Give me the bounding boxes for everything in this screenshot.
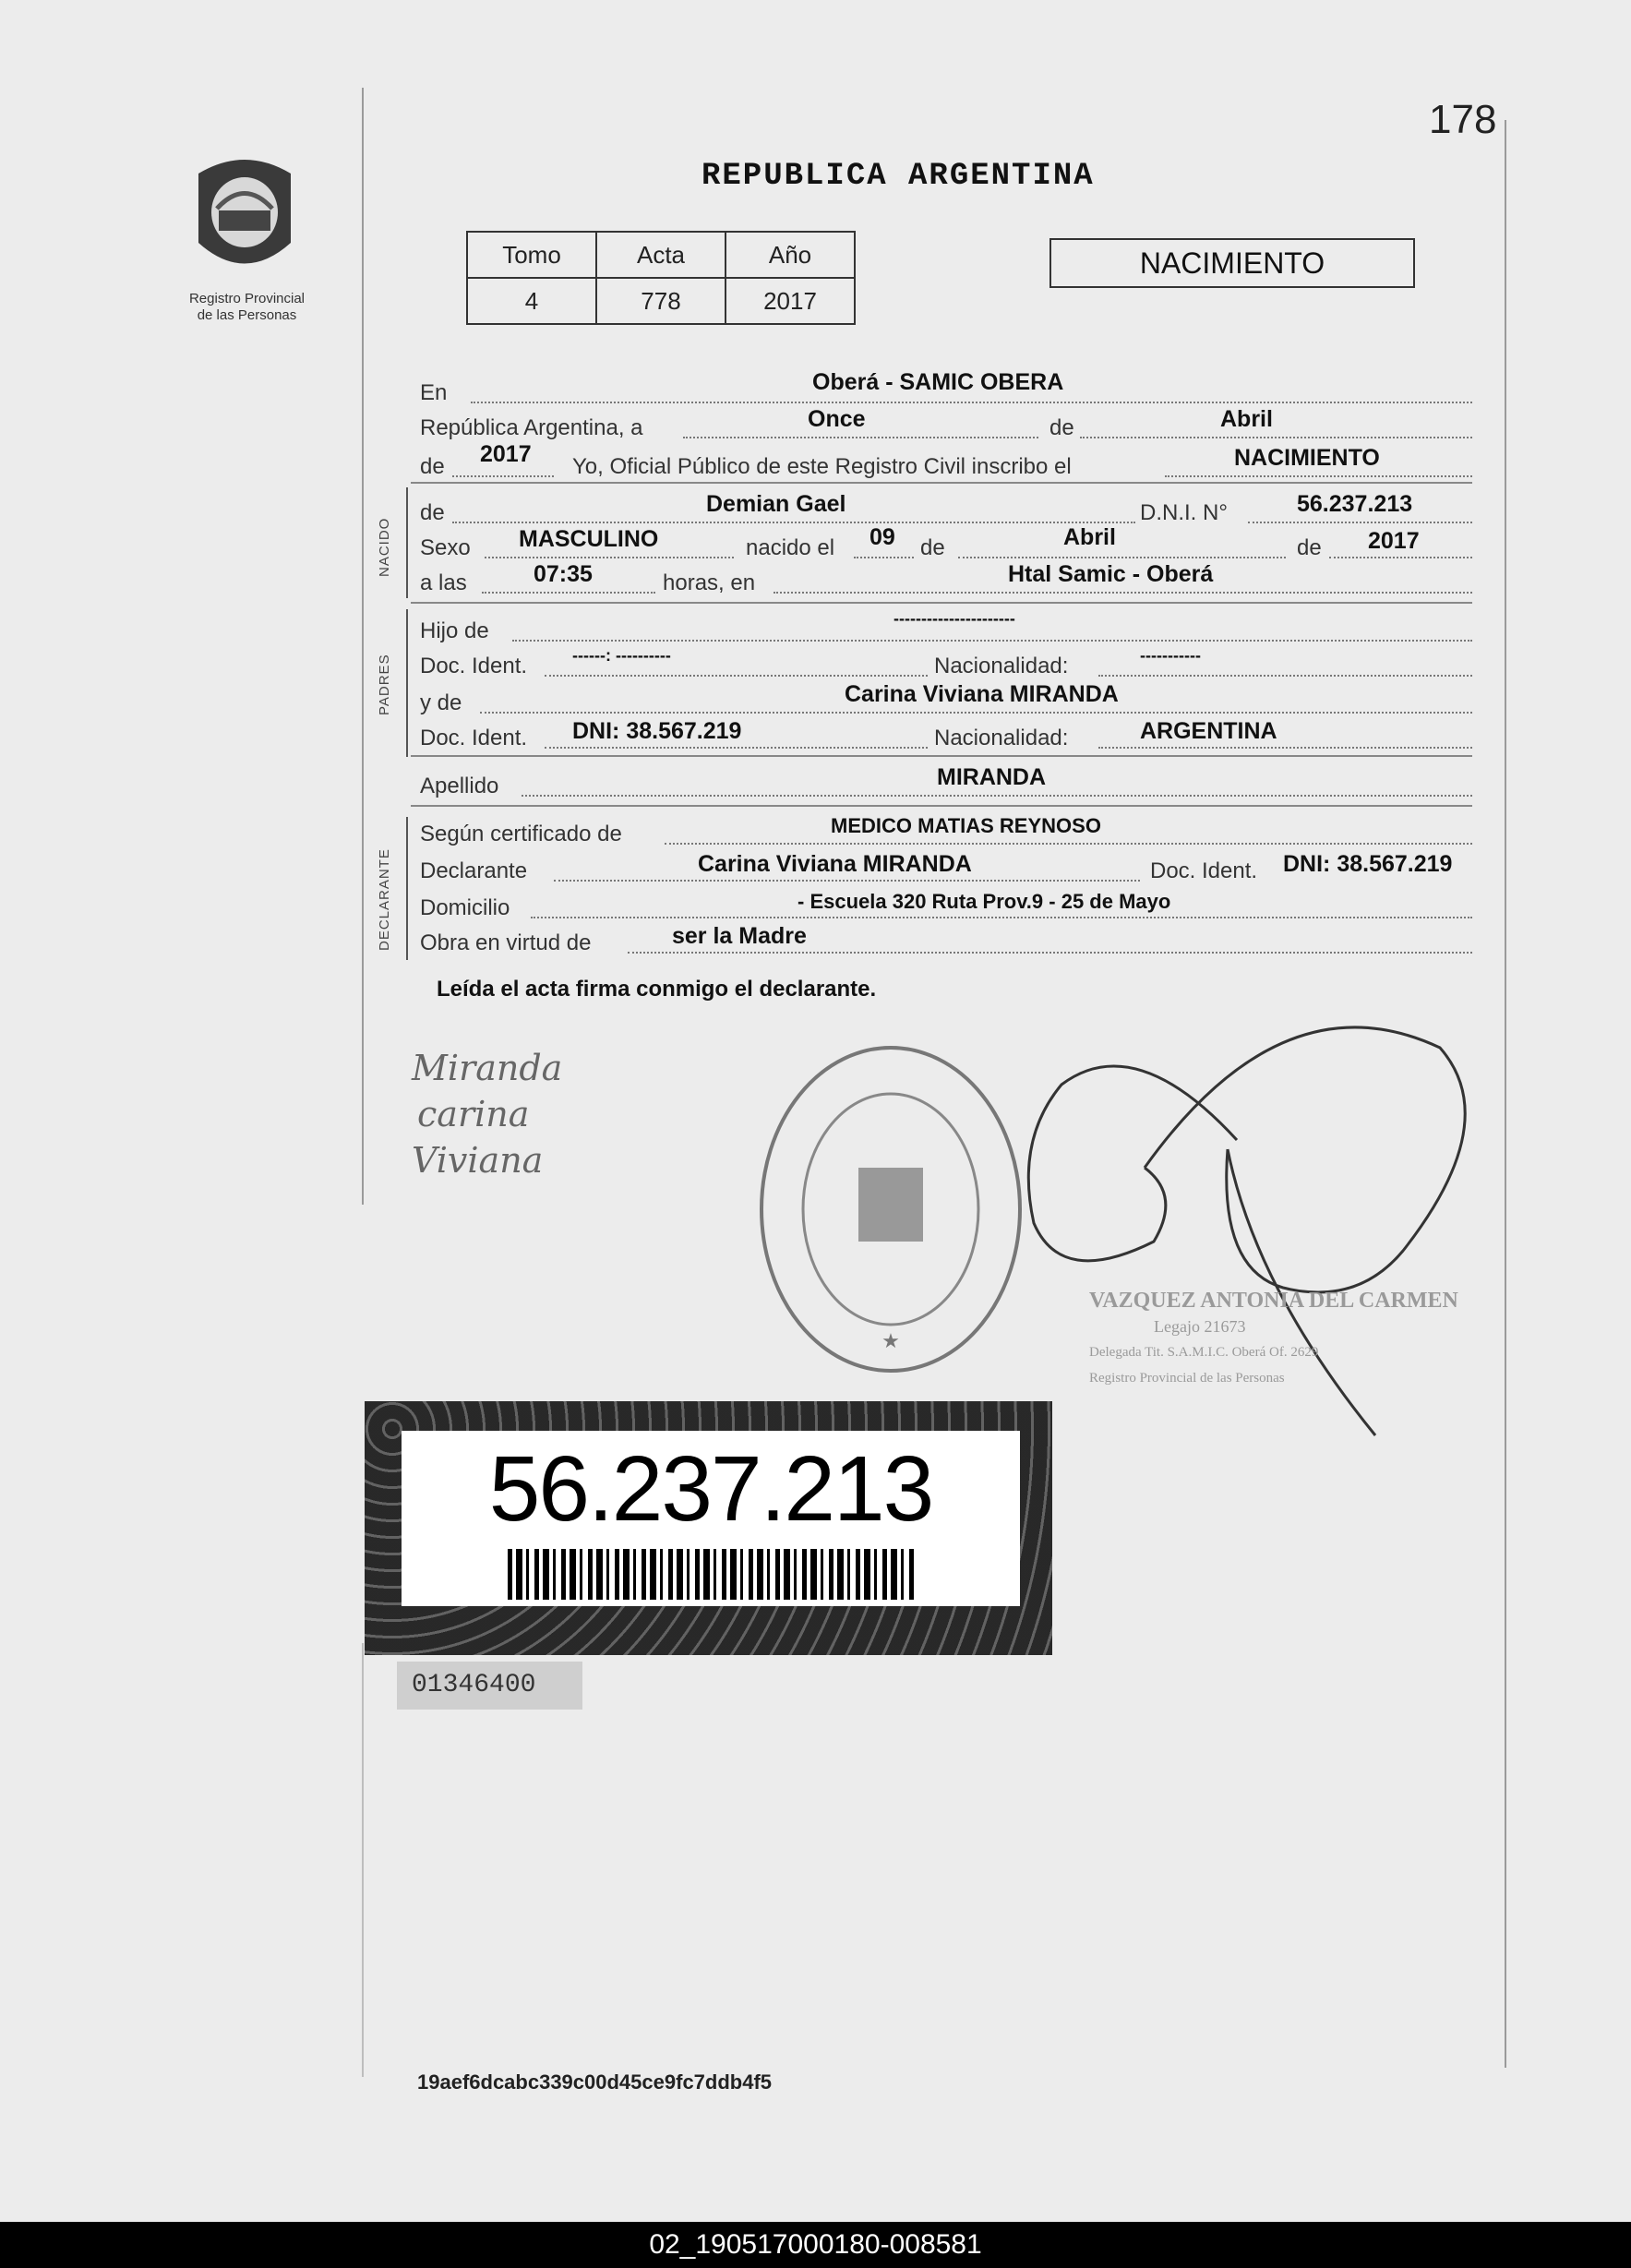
right-margin-line [1505, 120, 1506, 2068]
madre-doc-value: DNI: 38.567.219 [572, 718, 742, 744]
dotted-line [452, 522, 1135, 523]
tomo-acta-anio-table [466, 231, 856, 325]
dotted-line [958, 557, 1286, 558]
dotted-line [1329, 557, 1472, 558]
horas-en-label: horas, en [663, 570, 756, 595]
anio-inscripcion-value: 2017 [480, 441, 532, 467]
handwritten-signature-line1: Miranda [412, 1048, 563, 1088]
divider [411, 755, 1472, 757]
nacido-el-label: nacido el [746, 535, 835, 560]
dotted-line [854, 557, 914, 558]
certificado-value: MEDICO MATIAS REYNOSO [831, 814, 1101, 837]
nac1-label: Nacionalidad: [934, 654, 1069, 678]
divider [411, 482, 1472, 484]
domicilio-label: Domicilio [420, 895, 510, 920]
nac-de-label: de [920, 535, 945, 560]
section-bracket [406, 609, 408, 757]
dotted-line [452, 475, 554, 477]
document-title: REPUBLICA ARGENTINA [702, 159, 1095, 194]
dotted-line [554, 880, 1140, 882]
tomo-header: Tomo [467, 232, 596, 278]
left-margin-line [362, 88, 364, 1205]
padre-doc-value: ------: ---------- [572, 646, 671, 665]
dotted-line [482, 592, 655, 594]
registry-round-stamp [752, 1038, 1029, 1380]
declarante-section-label: DECLARANTE [377, 848, 392, 951]
dotted-line [1098, 675, 1472, 677]
official-title: Delegada Tit. S.A.M.I.C. Oberá Of. 2629 [1089, 1345, 1319, 1360]
decl-doc-label: Doc. Ident. [1150, 858, 1258, 883]
dotted-line [512, 640, 1472, 642]
dotted-line [545, 675, 928, 677]
official-legajo: Legajo 21673 [1154, 1317, 1246, 1336]
nacimiento-mes-value: Abril [1063, 524, 1116, 550]
sexo-label: Sexo [420, 535, 471, 560]
de-label: de [1049, 415, 1074, 440]
apellido-label: Apellido [420, 774, 499, 798]
dni-value: 56.237.213 [1297, 491, 1413, 517]
declarante-doc-value: DNI: 38.567.219 [1283, 851, 1453, 877]
en-label: En [420, 380, 448, 405]
logo-caption: Registro Provincial de las Personas [188, 291, 306, 323]
section-bracket [406, 817, 408, 960]
padres-section-label: PADRES [377, 654, 392, 715]
madre-nacionalidad-value: ARGENTINA [1140, 718, 1277, 744]
footer-id: 02_190517000180-008581 [0, 2222, 1631, 2268]
obra-value: ser la Madre [672, 923, 807, 949]
hijo-label: Hijo de [420, 618, 489, 643]
declarante-label: Declarante [420, 858, 528, 883]
barcode [508, 1549, 914, 1600]
official-name-stamp [1089, 1288, 1458, 1391]
hora-value: 07:35 [534, 561, 593, 587]
label-dni-number: 56.237.213 [488, 1437, 933, 1541]
tomo-value: 4 [467, 278, 596, 324]
cert-label: Según certificado de [420, 822, 622, 846]
dotted-line [628, 952, 1472, 954]
acta-header: Acta [596, 232, 726, 278]
svg-text:★: ★ [881, 1329, 900, 1352]
lugar-value: Htal Samic - Oberá [1008, 561, 1214, 587]
republica-label: República Argentina, a [420, 415, 643, 440]
dotted-line [531, 917, 1472, 918]
en-value: Oberá - SAMIC OBERA [812, 369, 1064, 395]
apellido-value: MIRANDA [937, 764, 1047, 790]
dotted-line [665, 843, 1472, 845]
yo-text: Yo, Oficial Público de este Registro Civil inscribo el [572, 454, 1072, 479]
dotted-line [471, 402, 1472, 403]
dotted-line [1098, 747, 1472, 749]
anio-value: 2017 [726, 278, 855, 324]
nombre-value: Demian Gael [706, 491, 846, 517]
serial-number: 01346400 [397, 1662, 582, 1710]
declarante-value: Carina Viviana MIRANDA [698, 851, 972, 877]
doc2-label: Doc. Ident. [420, 726, 528, 750]
page-number: 178 [1429, 97, 1497, 142]
anio-header: Año [726, 232, 855, 278]
nacido-section-label: NACIDO [377, 517, 392, 577]
dotted-line [545, 747, 928, 749]
divider [411, 805, 1472, 807]
padre-value: ---------------------- [893, 609, 1015, 628]
dotted-line [683, 437, 1038, 438]
divider [411, 602, 1472, 604]
dotted-line [480, 712, 1472, 714]
record-type-box: NACIMIENTO [1049, 238, 1415, 288]
dotted-line [1165, 475, 1472, 477]
dni-barcode-label [365, 1401, 1052, 1655]
handwritten-signature-line2: carina [417, 1094, 530, 1134]
de2-label: de [420, 454, 445, 479]
nacimiento-anio-value: 2017 [1368, 528, 1420, 554]
padre-nacionalidad-value: ----------- [1140, 646, 1201, 665]
nacimiento-dia-value: 09 [869, 524, 895, 550]
dotted-line [485, 557, 734, 558]
dotted-line [1248, 522, 1472, 523]
dotted-line [1080, 437, 1472, 438]
province-seal-logo [180, 146, 309, 284]
obra-label: Obra en virtud de [420, 930, 592, 955]
left-margin-line-lower [362, 1643, 364, 2077]
closing-statement: Leída el acta firma conmigo el declarante. [437, 977, 877, 1002]
nac-de2-label: de [1297, 535, 1322, 560]
doc1-label: Doc. Ident. [420, 654, 528, 678]
handwritten-signature-line3: Viviana [412, 1140, 544, 1181]
madre-value: Carina Viviana MIRANDA [845, 681, 1119, 707]
nac2-label: Nacionalidad: [934, 726, 1069, 750]
nombre-label: de [420, 500, 445, 525]
official-registry: Registro Provincial de las Personas [1089, 1371, 1285, 1386]
inscribo-value: NACIMIENTO [1234, 445, 1380, 471]
yde-label: y de [420, 690, 462, 715]
dni-label: D.N.I. N° [1140, 500, 1228, 525]
dia-value: Once [808, 406, 866, 432]
a-las-label: a las [420, 570, 467, 595]
section-bracket [406, 487, 408, 598]
document-hash: 19aef6dcabc339c00d45ce9fc7ddb4f5 [417, 2070, 773, 2094]
mes-value: Abril [1220, 406, 1273, 432]
official-name: VAZQUEZ ANTONIA DEL CARMEN [1089, 1289, 1458, 1313]
domicilio-value: - Escuela 320 Ruta Prov.9 - 25 de Mayo [798, 890, 1171, 913]
dotted-line [774, 592, 1472, 594]
dotted-line [522, 795, 1472, 797]
sexo-value: MASCULINO [519, 526, 659, 552]
acta-value: 778 [596, 278, 726, 324]
